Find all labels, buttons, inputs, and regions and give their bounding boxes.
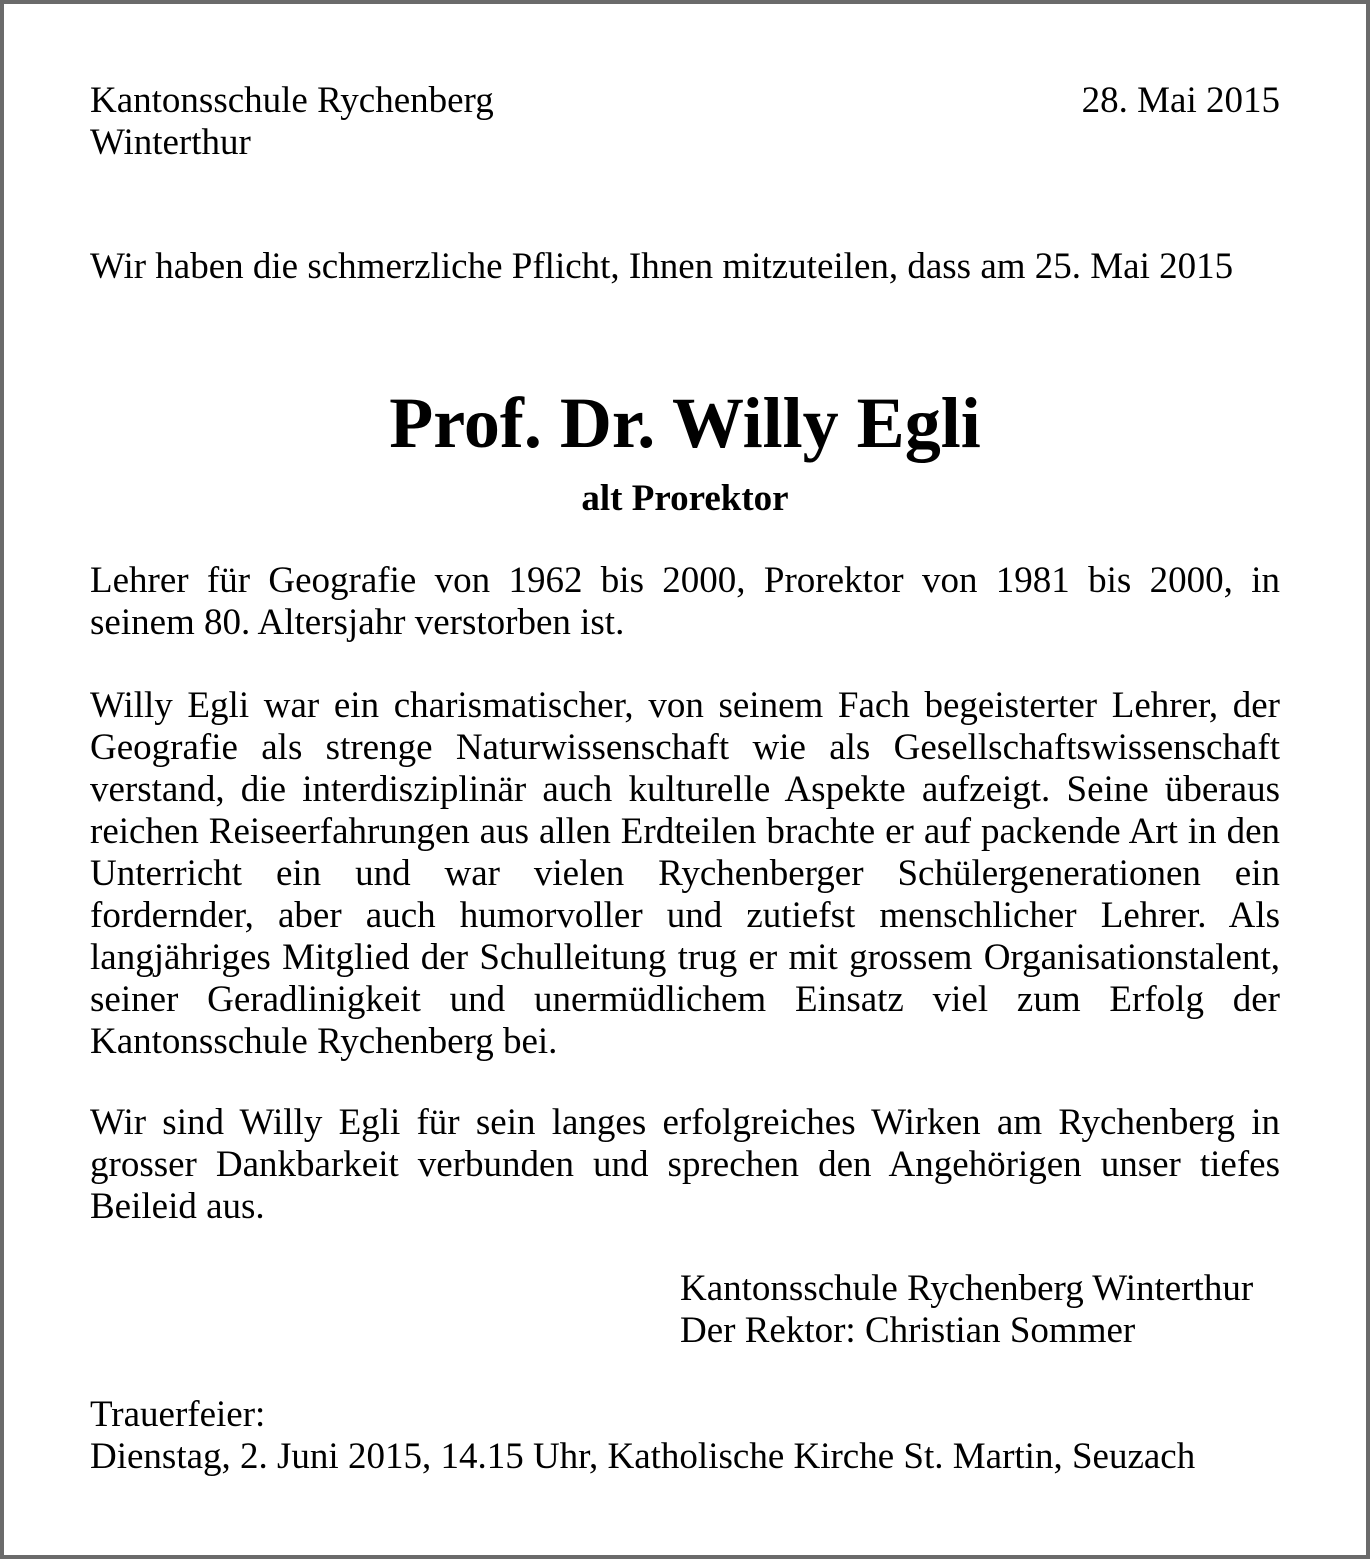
paragraph-career: Lehrer für Geografie von 1962 bis 2000, Prorektor von 1981 bis 2000, in seinem 80. Altersjahr verstorben ist. bbox=[90, 560, 1280, 643]
notice-date: 28. Mai 2015 bbox=[1081, 80, 1280, 121]
institution-name: Kantonsschule Rychenberg bbox=[90, 80, 494, 121]
signature-institution: Kantonsschule Rychenberg Winterthur bbox=[680, 1268, 1254, 1309]
deceased-name: Prof. Dr. Willy Egli bbox=[389, 383, 981, 463]
funeral-block bbox=[90, 1394, 1195, 1478]
signature-block bbox=[680, 1268, 1253, 1352]
intro-sentence: Wir haben die schmerzliche Pflicht, Ihnen mitzuteilen, dass am 25. Mai 2015 bbox=[90, 246, 1234, 287]
sender-block bbox=[90, 80, 494, 164]
funeral-details: Dienstag, 2. Juni 2015, 14.15 Uhr, Katholische Kirche St. Martin, Seuzach bbox=[90, 1436, 1196, 1477]
institution-city: Winterthur bbox=[90, 122, 251, 163]
deceased-title: alt Prorektor bbox=[581, 478, 789, 519]
paragraph-tribute: Willy Egli war ein charismatischer, von seinem Fach begeisterter Lehrer, der Geografie als strenge Naturwissenschaft wie als Gesellschaftswissenschaft verstand, die interdisziplinär auch kulturelle Aspekte aufzeigt. Seine überaus reichen Reiseerfahrungen aus allen Erdteilen brachte er auf packende Art in den Unterricht ein und war vielen Rychenberger Schülergenerationen ein fordernder, aber auch humorvoller und zutiefst menschlicher Lehrer. Als langjähriges Mitglied der Schulleitung trug er mit grossem Organisationstalent, seiner Geradlinigkeit und unermüdlichem Einsatz viel zum Erfolg der Kantonsschule Rychenberg bei. bbox=[90, 685, 1280, 1062]
funeral-label: Trauerfeier: bbox=[90, 1394, 266, 1435]
paragraph-condolence: Wir sind Willy Egli für sein langes erfolgreiches Wirken am Rychenberg in grosser Dankbarkeit verbunden und sprechen den Angehörigen unser tiefes Beileid aus. bbox=[90, 1102, 1280, 1227]
signature-rector: Der Rektor: Christian Sommer bbox=[680, 1310, 1136, 1351]
